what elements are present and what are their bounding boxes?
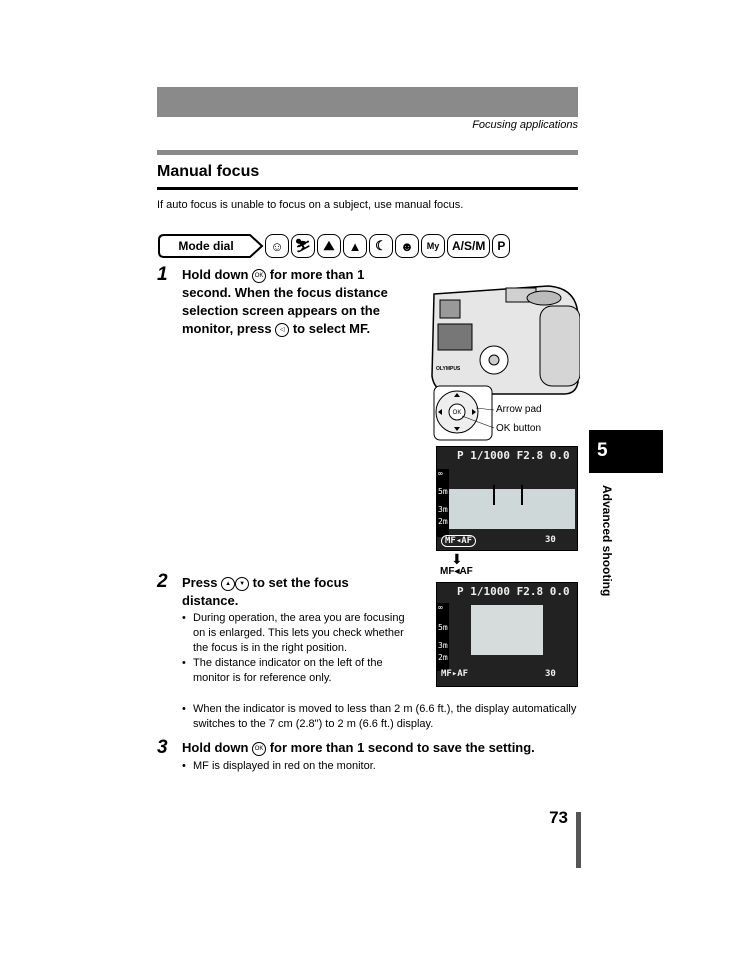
step-3-text: Hold down OK for more than 1 second to save the setting. (182, 740, 535, 755)
distance-scale: ∞ 5m 3m 2m (437, 469, 449, 537)
page-number: 73 (549, 808, 568, 827)
down-arrow-icon: ⬇ (451, 551, 463, 567)
intro-text: If auto focus is unable to focus on a subject, use manual focus. (157, 199, 464, 211)
asm-mode: A/S/M (447, 234, 490, 258)
step-2-text: Press ▲ ▼ to set the focus distance. (182, 575, 349, 608)
camera-brand: OLYMPUS (436, 366, 461, 372)
list-item: • The distance indicator on the left of the monitor is for reference only. (182, 656, 412, 686)
sports-icon: ⛷ (291, 234, 315, 258)
distance-scale-2: ∞ 5m 3m 2m (437, 603, 449, 671)
step-3-bullets (182, 759, 577, 774)
ok-menu-button-icon: OK (252, 742, 266, 756)
mf-af-label: MF◂AF (440, 566, 473, 577)
camera-illustration (428, 278, 580, 446)
down-button-icon: ▼ (235, 577, 249, 591)
chapter-label: Advanced shooting (600, 485, 614, 597)
list-item: • MF is displayed in red on the monitor. (182, 759, 577, 774)
landscape-portrait-icon: ⛰ (317, 234, 341, 258)
ok-label: OK (452, 410, 462, 416)
running-header: Focusing applications (472, 119, 578, 131)
monitor-screen-1 (436, 446, 578, 551)
left-arrow-button-icon: ◁ (275, 323, 289, 337)
mf-af-indicator-2: MF▸AF (441, 669, 469, 679)
up-button-icon: ▲ (221, 577, 235, 591)
my-mode-icon: My (421, 234, 445, 258)
frame-count-2: 30 (545, 669, 556, 679)
step-2-number: 2 (157, 571, 168, 592)
step-2-bullets-wide (182, 702, 577, 732)
self-portrait-icon: ☻ (395, 234, 419, 258)
step-3-number: 3 (157, 737, 168, 758)
title-underline (157, 187, 578, 190)
monitor-status-2: P 1/1000 F2.8 0.0 (457, 585, 570, 598)
list-item: • When the indicator is moved to less than 2 m (6.6 ft.), the display automatically switches to the 7 cm (2.8") to 2 m (6.6 ft.) display. (182, 702, 577, 732)
mode-dial-badge (158, 234, 264, 258)
monitor-status: P 1/1000 F2.8 0.0 (457, 449, 570, 462)
step-1-number: 1 (157, 264, 168, 285)
mode-dial-label: Mode dial (178, 239, 234, 253)
ok-menu-button-icon: OK (252, 269, 266, 283)
list-item: • During operation, the area you are focusing on is enlarged. This lets you check whether the focus is in the right position. (182, 611, 412, 656)
section-rule (157, 150, 578, 155)
step-2-bullets (182, 611, 412, 686)
frame-count: 30 (545, 535, 556, 545)
section-title: Manual focus (157, 163, 260, 180)
landscape-icon: ▲ (343, 234, 367, 258)
portrait-icon: ☺ (265, 234, 289, 258)
program-mode: P (492, 234, 510, 258)
page-number-bar (576, 812, 581, 868)
header-bar (157, 87, 578, 117)
mf-af-indicator: MF◂AF (441, 535, 476, 547)
step-1-text: Hold down OK for more than 1 second. When the focus distance selection screen appears on the monitor, press ◁ to select MF. (182, 267, 388, 336)
mode-icons (265, 234, 510, 258)
arrow-pad-callout: Arrow pad (496, 404, 542, 415)
enlarged-photo (471, 605, 543, 655)
focus-frame (493, 485, 523, 505)
night-scene-icon: ☾ (369, 234, 393, 258)
ok-button-callout: OK button (496, 423, 542, 434)
monitor-screen-2 (436, 582, 578, 687)
chapter-number: 5 (597, 440, 608, 461)
